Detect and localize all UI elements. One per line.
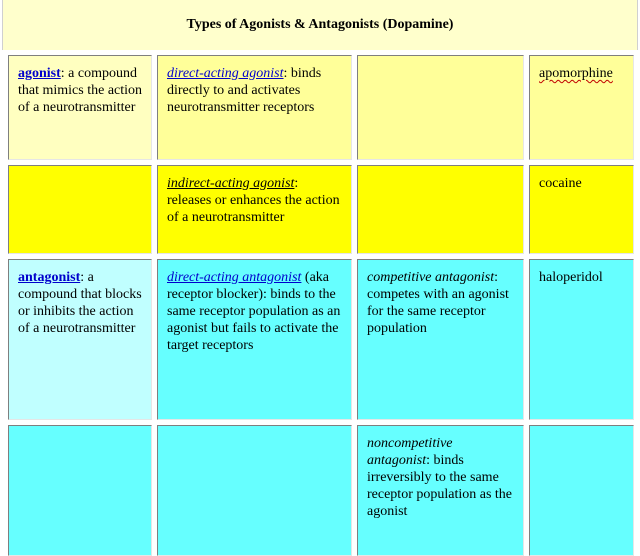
link-direct-acting-antagonist[interactable]: direct-acting antagonist xyxy=(167,270,302,285)
cell-example-haloperidol xyxy=(529,259,634,420)
cell-antagonist-category xyxy=(8,259,152,420)
example-haloperidol: haloperidol xyxy=(539,270,603,285)
cell-direct-acting-antagonist xyxy=(157,259,352,420)
example-cocaine: cocaine xyxy=(539,176,582,191)
table-title: Types of Agonists & Antagonists (Dopamine) xyxy=(2,0,638,50)
cell-empty-r4c4 xyxy=(529,425,634,556)
indirect-acting-agonist-definition: : releases or enhances the action of a neurotransmitter xyxy=(167,176,340,225)
cell-competitive-antagonist xyxy=(357,259,524,420)
agonist-definition: : a compound that mimics the action of a neurotransmitter xyxy=(18,66,143,115)
antagonist-definition: : a compound that blocks or inhibits the action of a neurotransmitter xyxy=(18,270,142,336)
cell-empty-r4c1 xyxy=(8,425,152,556)
noncompetitive-antagonist-definition: : binds irreversibly to the same receptor population as the agonist xyxy=(367,453,513,519)
direct-acting-antagonist-definition: (aka receptor blocker): binds to the same receptor population as an agonist but fails to activate the target receptors xyxy=(167,270,341,353)
cell-example-cocaine xyxy=(529,165,634,254)
link-direct-acting-agonist[interactable]: direct-acting agonist xyxy=(167,66,284,81)
competitive-antagonist-definition: : competes with an agonist for the same receptor population xyxy=(367,270,509,336)
cell-example-apomorphine xyxy=(529,55,634,160)
cell-empty-r4c2 xyxy=(157,425,352,556)
cell-empty-r2c3 xyxy=(357,165,524,254)
indirect-acting-agonist-term: indirect-acting agonist xyxy=(167,176,295,191)
example-apomorphine: apomorphine xyxy=(539,66,613,81)
link-agonist[interactable]: agonist xyxy=(18,66,61,81)
cell-direct-acting-agonist xyxy=(157,55,352,160)
cell-empty-r2c1 xyxy=(8,165,152,254)
cell-agonist-category xyxy=(8,55,152,160)
competitive-antagonist-term: competitive antagonist xyxy=(367,270,495,285)
link-antagonist[interactable]: antagonist xyxy=(18,270,81,285)
cell-empty-r1c3 xyxy=(357,55,524,160)
cell-noncompetitive-antagonist xyxy=(357,425,524,556)
cell-indirect-acting-agonist xyxy=(157,165,352,254)
direct-acting-agonist-definition: : binds directly to and activates neurotransmitter receptors xyxy=(167,66,322,115)
noncompetitive-antagonist-term: noncompetitive antagonist xyxy=(367,436,453,468)
